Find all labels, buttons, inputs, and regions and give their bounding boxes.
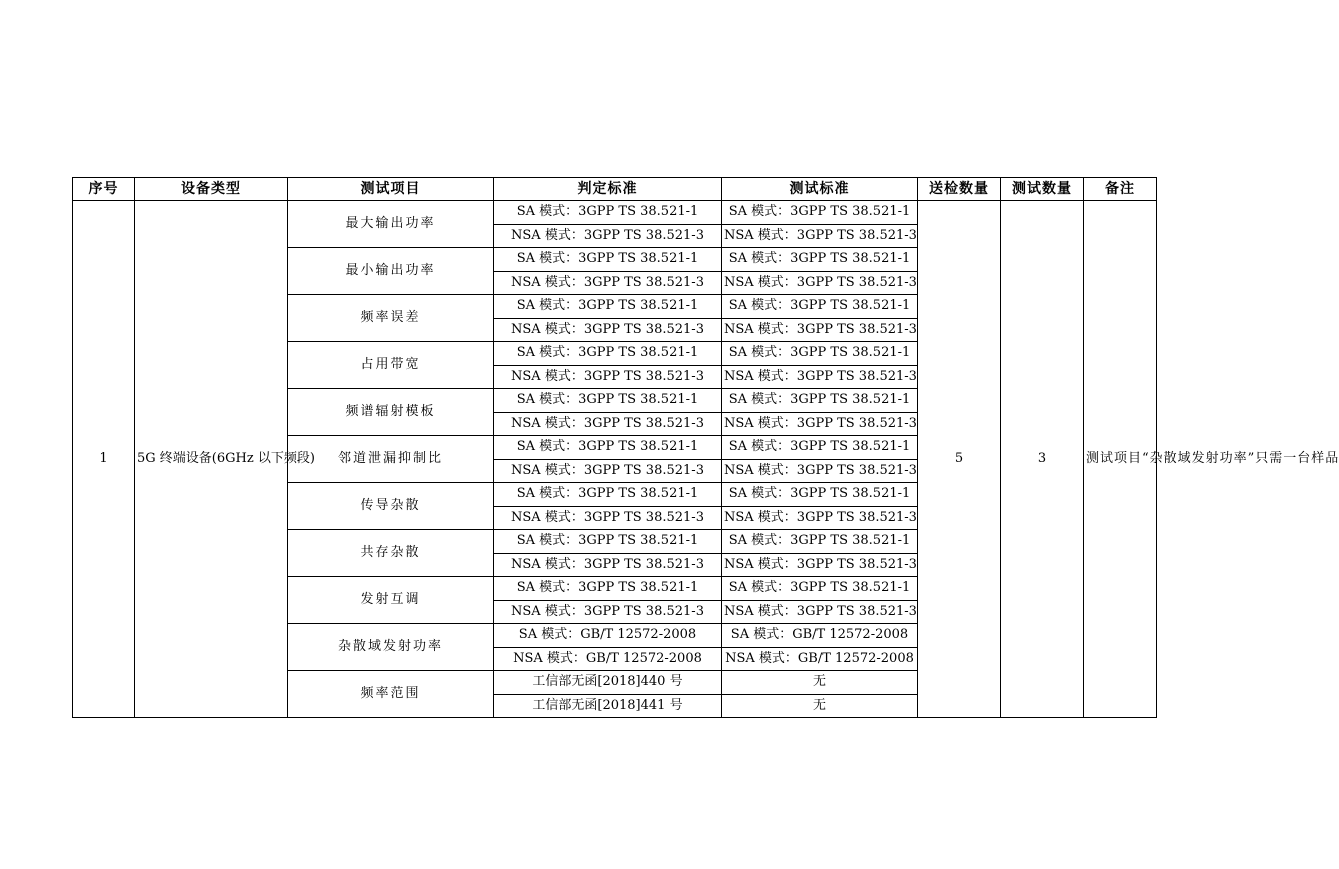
judge-standard-cell: NSA 模式：3GPP TS 38.521-3	[494, 271, 722, 295]
test-standard-cell: SA 模式：3GPP TS 38.521-1	[722, 436, 918, 460]
test-standard-cell: 无	[722, 671, 918, 695]
judge-standard-cell: SA 模式：3GPP TS 38.521-1	[494, 295, 722, 319]
judge-standard-cell: SA 模式：3GPP TS 38.521-1	[494, 248, 722, 272]
test-standard-cell: SA 模式：3GPP TS 38.521-1	[722, 342, 918, 366]
judge-standard-cell: SA 模式：3GPP TS 38.521-1	[494, 577, 722, 601]
header-note: 备注	[1084, 178, 1157, 201]
test-standard-cell: NSA 模式：3GPP TS 38.521-3	[722, 459, 918, 483]
header-test-qty: 测试数量	[1001, 178, 1084, 201]
judge-standard-cell: NSA 模式：GB/T 12572-2008	[494, 647, 722, 671]
test-item-cell: 最大输出功率	[288, 201, 494, 248]
judge-standard-cell: NSA 模式：3GPP TS 38.521-3	[494, 412, 722, 436]
judge-standard-cell: SA 模式：3GPP TS 38.521-1	[494, 436, 722, 460]
judge-standard-cell: NSA 模式：3GPP TS 38.521-3	[494, 224, 722, 248]
test-item-cell: 传导杂散	[288, 483, 494, 530]
test-standard-cell: NSA 模式：3GPP TS 38.521-3	[722, 506, 918, 530]
judge-standard-cell: SA 模式：3GPP TS 38.521-1	[494, 201, 722, 225]
test-standard-cell: NSA 模式：3GPP TS 38.521-3	[722, 365, 918, 389]
judge-standard-cell: SA 模式：3GPP TS 38.521-1	[494, 530, 722, 554]
judge-standard-cell: 工信部无函[2018]441 号	[494, 694, 722, 718]
test-item-cell: 占用带宽	[288, 342, 494, 389]
table-body	[73, 201, 1339, 718]
judge-standard-cell: 工信部无函[2018]440 号	[494, 671, 722, 695]
test-standard-cell: NSA 模式：3GPP TS 38.521-3	[722, 600, 918, 624]
table-row	[73, 201, 1157, 225]
test-item-cell: 频谱辐射模板	[288, 389, 494, 436]
judge-standard-cell: NSA 模式：3GPP TS 38.521-3	[494, 365, 722, 389]
test-item-cell: 频率误差	[288, 295, 494, 342]
header-judge-standard: 判定标准	[494, 178, 722, 201]
test-standard-cell: SA 模式：3GPP TS 38.521-1	[722, 389, 918, 413]
test-standards-table	[72, 177, 1339, 718]
judge-standard-cell: SA 模式：3GPP TS 38.521-1	[494, 342, 722, 366]
test-item-cell: 共存杂散	[288, 530, 494, 577]
test-standard-cell: SA 模式：3GPP TS 38.521-1	[722, 248, 918, 272]
test-item-cell: 最小输出功率	[288, 248, 494, 295]
test-standard-cell: SA 模式：3GPP TS 38.521-1	[722, 295, 918, 319]
test-standard-cell: SA 模式：GB/T 12572-2008	[722, 624, 918, 648]
note-cell: 测试项目“杂散域发射功率”只需一台样品	[1084, 201, 1157, 718]
judge-standard-cell: SA 模式：3GPP TS 38.521-1	[494, 483, 722, 507]
judge-standard-cell: NSA 模式：3GPP TS 38.521-3	[494, 318, 722, 342]
header-test-standard: 测试标准	[722, 178, 918, 201]
test-standard-cell: NSA 模式：3GPP TS 38.521-3	[722, 224, 918, 248]
send-qty-cell: 5	[918, 201, 1001, 718]
test-item-cell: 邻道泄漏抑制比	[288, 436, 494, 483]
test-standard-cell: 无	[722, 694, 918, 718]
judge-standard-cell: NSA 模式：3GPP TS 38.521-3	[494, 553, 722, 577]
test-standard-cell: SA 模式：3GPP TS 38.521-1	[722, 530, 918, 554]
test-standard-cell: NSA 模式：3GPP TS 38.521-3	[722, 553, 918, 577]
test-standard-cell: NSA 模式：GB/T 12572-2008	[722, 647, 918, 671]
judge-standard-cell: NSA 模式：3GPP TS 38.521-3	[494, 600, 722, 624]
judge-standard-cell: SA 模式：GB/T 12572-2008	[494, 624, 722, 648]
test-item-cell: 杂散域发射功率	[288, 624, 494, 671]
test-standard-cell: SA 模式：3GPP TS 38.521-1	[722, 201, 918, 225]
test-standard-cell: SA 模式：3GPP TS 38.521-1	[722, 577, 918, 601]
header-device-type: 设备类型	[135, 178, 288, 201]
header-send-qty: 送检数量	[918, 178, 1001, 201]
seq-cell: 1	[73, 201, 135, 718]
test-standard-cell: SA 模式：3GPP TS 38.521-1	[722, 483, 918, 507]
test-qty-cell: 3	[1001, 201, 1084, 718]
device-type-cell: 5G 终端设备(6GHz 以下频段)	[135, 201, 288, 718]
test-item-cell: 频率范围	[288, 671, 494, 718]
test-standard-cell: NSA 模式：3GPP TS 38.521-3	[722, 271, 918, 295]
judge-standard-cell: NSA 模式：3GPP TS 38.521-3	[494, 506, 722, 530]
header-test-item: 测试项目	[288, 178, 494, 201]
judge-standard-cell: NSA 模式：3GPP TS 38.521-3	[494, 459, 722, 483]
test-standard-cell: NSA 模式：3GPP TS 38.521-3	[722, 318, 918, 342]
judge-standard-cell: SA 模式：3GPP TS 38.521-1	[494, 389, 722, 413]
test-item-cell: 发射互调	[288, 577, 494, 624]
header-seq: 序号	[73, 178, 135, 201]
header-row	[73, 178, 1157, 201]
test-standard-cell: NSA 模式：3GPP TS 38.521-3	[722, 412, 918, 436]
